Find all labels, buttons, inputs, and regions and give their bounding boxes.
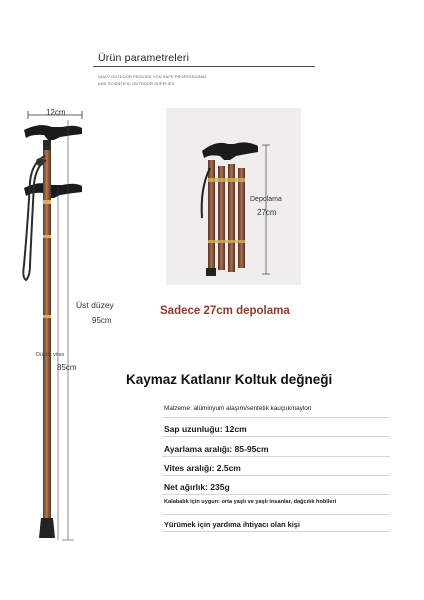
cane-shaft (43, 150, 51, 525)
brand-line-2: AND SCIENTIFIC OUTDOOR SUPPLIES (98, 82, 175, 86)
folded-segment (208, 160, 215, 272)
rubber-tip (39, 518, 55, 538)
page-title: Ürün parametreleri (98, 52, 190, 64)
spec-divider (162, 417, 390, 418)
spec-adjust-range: Ayarlama aralığı: 85-95cm (164, 444, 269, 454)
spec-divider (162, 436, 390, 437)
brand-line-1: QIALV OUTDOOR PROVIDE YOU SAFE PROFESSIONAL (98, 75, 207, 79)
folded-segment (238, 168, 245, 268)
storage-value: 27cm (257, 208, 277, 217)
spec-target-users: Kalabalık için uygun: orta yaşlı ve yaşlı insanlar, dağcılık hobileri (164, 499, 337, 505)
storage-caption: Sadece 27cm depolama (160, 305, 290, 317)
spec-net-weight: Net ağırlık: 235g (164, 482, 230, 492)
folded-handle (202, 142, 258, 160)
spec-divider (162, 514, 390, 515)
max-height-value: 95cm (92, 316, 112, 325)
max-height-label: Üst düzey (76, 300, 114, 310)
spec-gear-range: Vites aralığı: 2.5cm (164, 463, 241, 473)
spec-purpose: Yürümek için yardıma ihtiyacı olan kişi (164, 520, 300, 529)
cane-illustration (0, 100, 140, 550)
upper-handle (24, 125, 82, 140)
storage-label: Depolama (250, 196, 282, 203)
spec-divider (162, 531, 390, 532)
spec-divider (162, 456, 390, 457)
handle-width-label: 12cm (46, 108, 66, 117)
spec-material: Malzeme: alüminyum alaşım/sentetik kauçuk/naylon (164, 405, 312, 412)
title-divider (93, 66, 315, 67)
product-name: Kaymaz Katlanır Koltuk değneği (126, 372, 333, 387)
spec-handle-length: Sap uzunluğu: 12cm (164, 424, 247, 434)
spec-divider (162, 475, 390, 476)
wrist-strap (23, 156, 46, 280)
min-height-label: Düşük vites (36, 352, 65, 358)
spec-divider (162, 494, 390, 495)
min-height-value: 85cm (57, 363, 77, 372)
